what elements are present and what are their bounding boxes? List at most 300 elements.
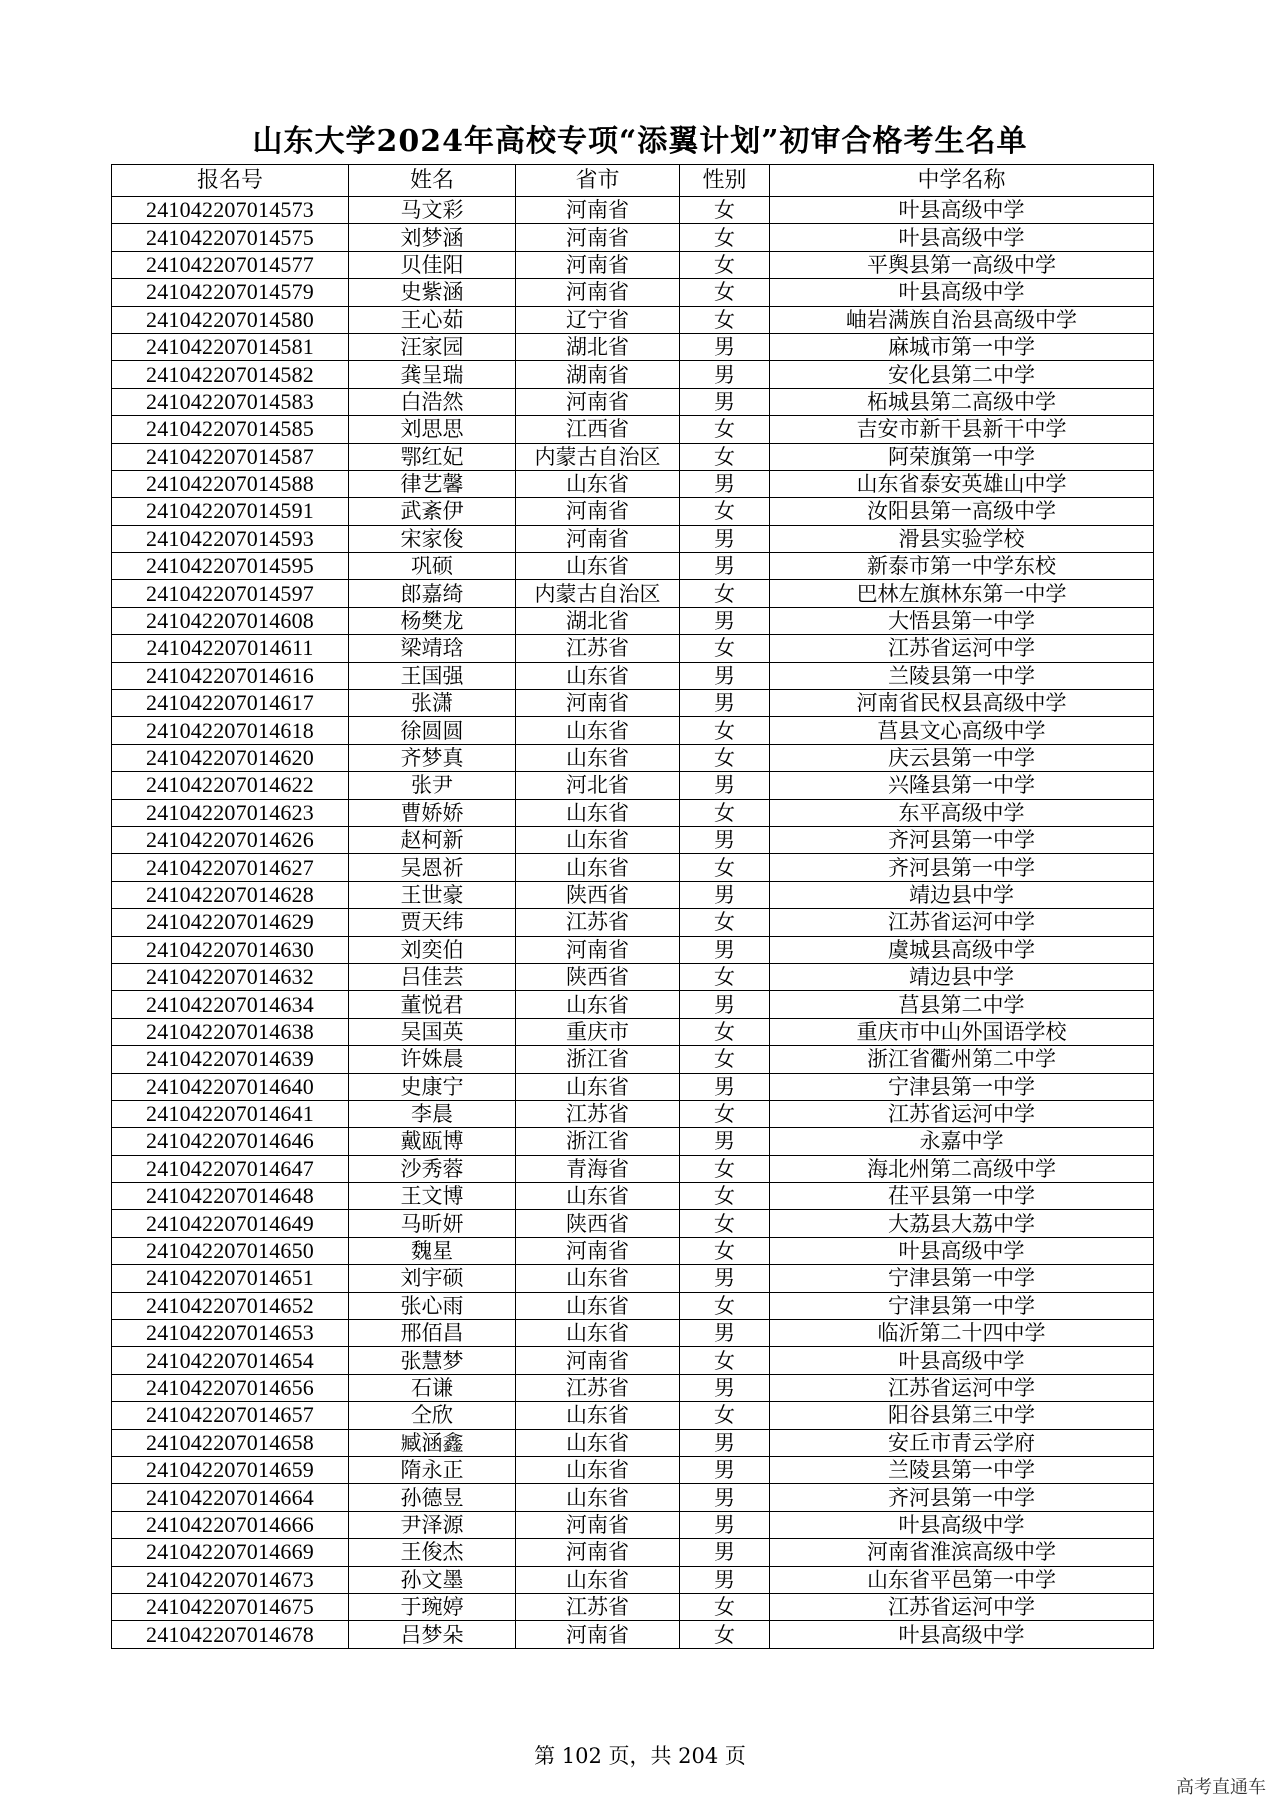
gender-cell: 男	[680, 1265, 770, 1292]
name-cell: 许姝晨	[349, 1046, 516, 1073]
name-cell: 王世豪	[349, 881, 516, 908]
registration-no-cell: 241042207014646	[112, 1128, 349, 1155]
name-cell: 孙文墨	[349, 1566, 516, 1593]
table-row	[112, 553, 1154, 580]
school-cell: 吉安市新干县新干中学	[770, 416, 1154, 443]
table-row	[112, 1511, 1154, 1538]
school-cell: 靖边县中学	[770, 881, 1154, 908]
school-cell: 叶县高级中学	[770, 197, 1154, 224]
registration-no-cell: 241042207014616	[112, 662, 349, 689]
table-row	[112, 1018, 1154, 1045]
province-cell: 河南省	[516, 388, 680, 415]
name-cell: 刘思思	[349, 416, 516, 443]
table-row	[112, 1292, 1154, 1319]
province-cell: 河南省	[516, 251, 680, 278]
school-cell: 莒县第二中学	[770, 991, 1154, 1018]
name-cell: 杨樊龙	[349, 607, 516, 634]
table-row	[112, 1237, 1154, 1264]
province-cell: 山东省	[516, 717, 680, 744]
name-cell: 魏星	[349, 1237, 516, 1264]
school-cell: 齐河县第一中学	[770, 1484, 1154, 1511]
school-cell: 岫岩满族自治县高级中学	[770, 306, 1154, 333]
registration-no-cell: 241042207014608	[112, 607, 349, 634]
table-row	[112, 443, 1154, 470]
province-cell: 湖南省	[516, 361, 680, 388]
gender-cell: 男	[680, 1456, 770, 1483]
registration-no-cell: 241042207014577	[112, 251, 349, 278]
gender-cell: 女	[680, 1183, 770, 1210]
name-cell: 龚呈瑞	[349, 361, 516, 388]
gender-cell: 女	[680, 279, 770, 306]
province-cell: 河南省	[516, 197, 680, 224]
name-cell: 戴瓯博	[349, 1128, 516, 1155]
table-row	[112, 1183, 1154, 1210]
school-cell: 靖边县中学	[770, 963, 1154, 990]
table-row	[112, 416, 1154, 443]
province-cell: 江苏省	[516, 635, 680, 662]
school-cell: 江苏省运河中学	[770, 1593, 1154, 1620]
province-cell: 山东省	[516, 1073, 680, 1100]
province-cell: 江苏省	[516, 1593, 680, 1620]
school-cell: 临沂第二十四中学	[770, 1320, 1154, 1347]
document-title: 山东大学2024年高校专项“添翼计划”初审合格考生名单	[252, 124, 1028, 159]
name-cell: 鄂红妃	[349, 443, 516, 470]
table-header-row	[112, 165, 1154, 197]
gender-cell: 女	[680, 1292, 770, 1319]
registration-no-cell: 241042207014611	[112, 635, 349, 662]
registration-no-cell: 241042207014628	[112, 881, 349, 908]
registration-no-cell: 241042207014583	[112, 388, 349, 415]
gender-cell: 女	[680, 306, 770, 333]
gender-cell: 男	[680, 388, 770, 415]
school-cell: 叶县高级中学	[770, 1347, 1154, 1374]
name-cell: 宋家俊	[349, 525, 516, 552]
gender-cell: 女	[680, 251, 770, 278]
gender-cell: 男	[680, 1128, 770, 1155]
registration-no-cell: 241042207014595	[112, 553, 349, 580]
school-cell: 茌平县第一中学	[770, 1183, 1154, 1210]
province-cell: 江苏省	[516, 909, 680, 936]
school-cell: 柘城县第二高级中学	[770, 388, 1154, 415]
registration-no-cell: 241042207014675	[112, 1593, 349, 1620]
table-row	[112, 963, 1154, 990]
registration-no-cell: 241042207014575	[112, 224, 349, 251]
school-cell: 永嘉中学	[770, 1128, 1154, 1155]
name-cell: 于琬婷	[349, 1593, 516, 1620]
gender-cell: 男	[680, 1073, 770, 1100]
gender-cell: 女	[680, 799, 770, 826]
school-cell: 宁津县第一中学	[770, 1292, 1154, 1319]
gender-cell: 女	[680, 443, 770, 470]
registration-no-cell: 241042207014623	[112, 799, 349, 826]
gender-cell: 女	[680, 854, 770, 881]
registration-no-cell: 241042207014666	[112, 1511, 349, 1538]
table-row	[112, 361, 1154, 388]
gender-cell: 男	[680, 525, 770, 552]
table-row	[112, 1155, 1154, 1182]
header-gender: 性别	[680, 165, 770, 197]
registration-no-cell: 241042207014649	[112, 1210, 349, 1237]
table-row	[112, 826, 1154, 853]
name-cell: 刘梦涵	[349, 224, 516, 251]
registration-no-cell: 241042207014626	[112, 826, 349, 853]
province-cell: 陕西省	[516, 881, 680, 908]
school-cell: 山东省平邑第一中学	[770, 1566, 1154, 1593]
school-cell: 齐河县第一中学	[770, 826, 1154, 853]
school-cell: 江苏省运河中学	[770, 635, 1154, 662]
registration-no-cell: 241042207014597	[112, 580, 349, 607]
province-cell: 河南省	[516, 1237, 680, 1264]
province-cell: 青海省	[516, 1155, 680, 1182]
name-cell: 李晨	[349, 1100, 516, 1127]
name-cell: 沙秀蓉	[349, 1155, 516, 1182]
name-cell: 马文彩	[349, 197, 516, 224]
watermark: 高考直通车	[1176, 1777, 1266, 1798]
registration-no-cell: 241042207014658	[112, 1429, 349, 1456]
school-cell: 齐河县第一中学	[770, 854, 1154, 881]
school-cell: 安化县第二中学	[770, 361, 1154, 388]
table-row	[112, 1402, 1154, 1429]
province-cell: 河南省	[516, 224, 680, 251]
registration-no-cell: 241042207014653	[112, 1320, 349, 1347]
page-footer: 第 102 页，共 204 页	[534, 1744, 746, 1768]
name-cell: 仝欣	[349, 1402, 516, 1429]
school-cell: 阳谷县第三中学	[770, 1402, 1154, 1429]
province-cell: 河南省	[516, 1539, 680, 1566]
table-row	[112, 1210, 1154, 1237]
registration-no-cell: 241042207014587	[112, 443, 349, 470]
registration-no-cell: 241042207014593	[112, 525, 349, 552]
name-cell: 贝佳阳	[349, 251, 516, 278]
gender-cell: 男	[680, 1511, 770, 1538]
table-row	[112, 1073, 1154, 1100]
table-row	[112, 1456, 1154, 1483]
table-row	[112, 1347, 1154, 1374]
province-cell: 湖北省	[516, 607, 680, 634]
gender-cell: 男	[680, 690, 770, 717]
gender-cell: 男	[680, 1429, 770, 1456]
name-cell: 律艺馨	[349, 470, 516, 497]
province-cell: 河南省	[516, 279, 680, 306]
header-school: 中学名称	[770, 165, 1154, 197]
name-cell: 邢佰昌	[349, 1320, 516, 1347]
registration-no-cell: 241042207014639	[112, 1046, 349, 1073]
table-row	[112, 1265, 1154, 1292]
province-cell: 河北省	[516, 772, 680, 799]
table-row	[112, 498, 1154, 525]
gender-cell: 男	[680, 333, 770, 360]
province-cell: 山东省	[516, 470, 680, 497]
registration-no-cell: 241042207014673	[112, 1566, 349, 1593]
gender-cell: 男	[680, 936, 770, 963]
province-cell: 山东省	[516, 1320, 680, 1347]
school-cell: 虞城县高级中学	[770, 936, 1154, 963]
name-cell: 史康宁	[349, 1073, 516, 1100]
table-row	[112, 306, 1154, 333]
registration-no-cell: 241042207014654	[112, 1347, 349, 1374]
registration-no-cell: 241042207014580	[112, 306, 349, 333]
province-cell: 江苏省	[516, 1100, 680, 1127]
gender-cell: 男	[680, 607, 770, 634]
name-cell: 武紊伊	[349, 498, 516, 525]
gender-cell: 男	[680, 772, 770, 799]
province-cell: 河南省	[516, 498, 680, 525]
registration-no-cell: 241042207014630	[112, 936, 349, 963]
table-row	[112, 1046, 1154, 1073]
registration-no-cell: 241042207014657	[112, 1402, 349, 1429]
province-cell: 陕西省	[516, 963, 680, 990]
registration-no-cell: 241042207014585	[112, 416, 349, 443]
province-cell: 河南省	[516, 1511, 680, 1538]
name-cell: 吕梦朵	[349, 1621, 516, 1648]
registration-no-cell: 241042207014622	[112, 772, 349, 799]
registration-no-cell: 241042207014591	[112, 498, 349, 525]
school-cell: 宁津县第一中学	[770, 1265, 1154, 1292]
gender-cell: 男	[680, 662, 770, 689]
gender-cell: 男	[680, 881, 770, 908]
name-cell: 曹娇娇	[349, 799, 516, 826]
gender-cell: 女	[680, 1155, 770, 1182]
table-row	[112, 690, 1154, 717]
province-cell: 山东省	[516, 1429, 680, 1456]
gender-cell: 女	[680, 635, 770, 662]
header-registration-no: 报名号	[112, 165, 349, 197]
province-cell: 山东省	[516, 1456, 680, 1483]
province-cell: 河南省	[516, 1347, 680, 1374]
school-cell: 汝阳县第一高级中学	[770, 498, 1154, 525]
registration-no-cell: 241042207014617	[112, 690, 349, 717]
province-cell: 山东省	[516, 1484, 680, 1511]
gender-cell: 女	[680, 498, 770, 525]
province-cell: 内蒙古自治区	[516, 443, 680, 470]
table-row	[112, 1429, 1154, 1456]
registration-no-cell: 241042207014582	[112, 361, 349, 388]
table-row	[112, 717, 1154, 744]
name-cell: 吴国英	[349, 1018, 516, 1045]
gender-cell: 男	[680, 991, 770, 1018]
school-cell: 江苏省运河中学	[770, 1374, 1154, 1401]
gender-cell: 女	[680, 197, 770, 224]
registration-no-cell: 241042207014652	[112, 1292, 349, 1319]
table-row	[112, 1128, 1154, 1155]
school-cell: 海北州第二高级中学	[770, 1155, 1154, 1182]
registration-no-cell: 241042207014620	[112, 744, 349, 771]
name-cell: 史紫涵	[349, 279, 516, 306]
table-row	[112, 580, 1154, 607]
table-body	[112, 197, 1154, 1649]
gender-cell: 女	[680, 963, 770, 990]
school-cell: 浙江省衢州第二中学	[770, 1046, 1154, 1073]
table-row	[112, 279, 1154, 306]
school-cell: 兴隆县第一中学	[770, 772, 1154, 799]
table-row	[112, 936, 1154, 963]
header-name: 姓名	[349, 165, 516, 197]
name-cell: 刘宇硕	[349, 1265, 516, 1292]
province-cell: 山东省	[516, 744, 680, 771]
registration-no-cell: 241042207014588	[112, 470, 349, 497]
registration-no-cell: 241042207014634	[112, 991, 349, 1018]
province-cell: 山东省	[516, 553, 680, 580]
province-cell: 江苏省	[516, 1374, 680, 1401]
province-cell: 山东省	[516, 1292, 680, 1319]
province-cell: 河南省	[516, 936, 680, 963]
gender-cell: 男	[680, 361, 770, 388]
table-row	[112, 635, 1154, 662]
registration-no-cell: 241042207014573	[112, 197, 349, 224]
table-row	[112, 388, 1154, 415]
school-cell: 叶县高级中学	[770, 1511, 1154, 1538]
school-cell: 重庆市中山外国语学校	[770, 1018, 1154, 1045]
name-cell: 张尹	[349, 772, 516, 799]
gender-cell: 女	[680, 580, 770, 607]
school-cell: 叶县高级中学	[770, 224, 1154, 251]
province-cell: 山东省	[516, 662, 680, 689]
province-cell: 山东省	[516, 1183, 680, 1210]
table-row	[112, 1100, 1154, 1127]
gender-cell: 男	[680, 1374, 770, 1401]
gender-cell: 男	[680, 1566, 770, 1593]
school-cell: 新泰市第一中学东校	[770, 553, 1154, 580]
registration-no-cell: 241042207014640	[112, 1073, 349, 1100]
name-cell: 梁靖琀	[349, 635, 516, 662]
table-row	[112, 470, 1154, 497]
table-row	[112, 799, 1154, 826]
table-row	[112, 909, 1154, 936]
province-cell: 河南省	[516, 1621, 680, 1648]
school-cell: 河南省淮滨高级中学	[770, 1539, 1154, 1566]
registration-no-cell: 241042207014638	[112, 1018, 349, 1045]
name-cell: 郎嘉绮	[349, 580, 516, 607]
school-cell: 宁津县第一中学	[770, 1073, 1154, 1100]
gender-cell: 女	[680, 909, 770, 936]
registration-no-cell: 241042207014678	[112, 1621, 349, 1648]
gender-cell: 女	[680, 1018, 770, 1045]
registration-no-cell: 241042207014659	[112, 1456, 349, 1483]
school-cell: 大荔县大荔中学	[770, 1210, 1154, 1237]
registration-no-cell: 241042207014629	[112, 909, 349, 936]
school-cell: 叶县高级中学	[770, 1621, 1154, 1648]
candidate-table	[111, 164, 1154, 1649]
table-row	[112, 744, 1154, 771]
gender-cell: 男	[680, 553, 770, 580]
table-row	[112, 772, 1154, 799]
name-cell: 王文博	[349, 1183, 516, 1210]
name-cell: 石谦	[349, 1374, 516, 1401]
school-cell: 河南省民权县高级中学	[770, 690, 1154, 717]
registration-no-cell: 241042207014647	[112, 1155, 349, 1182]
province-cell: 浙江省	[516, 1128, 680, 1155]
registration-no-cell: 241042207014651	[112, 1265, 349, 1292]
school-cell: 阿荣旗第一中学	[770, 443, 1154, 470]
table-row	[112, 1374, 1154, 1401]
school-cell: 江苏省运河中学	[770, 1100, 1154, 1127]
table-row	[112, 607, 1154, 634]
school-cell: 兰陵县第一中学	[770, 662, 1154, 689]
gender-cell: 女	[680, 1347, 770, 1374]
gender-cell: 女	[680, 1593, 770, 1620]
table-row	[112, 197, 1154, 224]
name-cell: 刘奕伯	[349, 936, 516, 963]
school-cell: 平舆县第一高级中学	[770, 251, 1154, 278]
registration-no-cell: 241042207014627	[112, 854, 349, 881]
name-cell: 汪家园	[349, 333, 516, 360]
name-cell: 马昕妍	[349, 1210, 516, 1237]
name-cell: 张慧梦	[349, 1347, 516, 1374]
gender-cell: 女	[680, 717, 770, 744]
gender-cell: 男	[680, 470, 770, 497]
gender-cell: 男	[680, 1320, 770, 1347]
gender-cell: 女	[680, 1402, 770, 1429]
name-cell: 张心雨	[349, 1292, 516, 1319]
table-row	[112, 881, 1154, 908]
name-cell: 孙德昱	[349, 1484, 516, 1511]
table-row	[112, 525, 1154, 552]
name-cell: 贾天纬	[349, 909, 516, 936]
table-row	[112, 333, 1154, 360]
province-cell: 山东省	[516, 1566, 680, 1593]
school-cell: 山东省泰安英雄山中学	[770, 470, 1154, 497]
province-cell: 浙江省	[516, 1046, 680, 1073]
province-cell: 山东省	[516, 799, 680, 826]
table-row	[112, 1320, 1154, 1347]
header-province: 省市	[516, 165, 680, 197]
province-cell: 山东省	[516, 826, 680, 853]
name-cell: 王国强	[349, 662, 516, 689]
gender-cell: 女	[680, 1100, 770, 1127]
name-cell: 臧涵鑫	[349, 1429, 516, 1456]
name-cell: 尹泽源	[349, 1511, 516, 1538]
gender-cell: 女	[680, 1237, 770, 1264]
gender-cell: 女	[680, 1621, 770, 1648]
table-row	[112, 1539, 1154, 1566]
province-cell: 河南省	[516, 525, 680, 552]
school-cell: 安丘市青云学府	[770, 1429, 1154, 1456]
school-cell: 巴林左旗林东第一中学	[770, 580, 1154, 607]
name-cell: 赵柯新	[349, 826, 516, 853]
registration-no-cell: 241042207014650	[112, 1237, 349, 1264]
table-row	[112, 662, 1154, 689]
province-cell: 山东省	[516, 854, 680, 881]
name-cell: 王俊杰	[349, 1539, 516, 1566]
registration-no-cell: 241042207014581	[112, 333, 349, 360]
registration-no-cell: 241042207014664	[112, 1484, 349, 1511]
school-cell: 叶县高级中学	[770, 279, 1154, 306]
table-row	[112, 854, 1154, 881]
gender-cell: 女	[680, 744, 770, 771]
name-cell: 齐梦真	[349, 744, 516, 771]
name-cell: 张潇	[349, 690, 516, 717]
school-cell: 大悟县第一中学	[770, 607, 1154, 634]
province-cell: 辽宁省	[516, 306, 680, 333]
province-cell: 重庆市	[516, 1018, 680, 1045]
province-cell: 内蒙古自治区	[516, 580, 680, 607]
registration-no-cell: 241042207014656	[112, 1374, 349, 1401]
school-cell: 东平高级中学	[770, 799, 1154, 826]
gender-cell: 男	[680, 1484, 770, 1511]
province-cell: 江西省	[516, 416, 680, 443]
province-cell: 河南省	[516, 690, 680, 717]
table-row	[112, 1566, 1154, 1593]
school-cell: 莒县文心高级中学	[770, 717, 1154, 744]
name-cell: 董悦君	[349, 991, 516, 1018]
gender-cell: 男	[680, 1539, 770, 1566]
table-row	[112, 251, 1154, 278]
gender-cell: 男	[680, 826, 770, 853]
registration-no-cell: 241042207014669	[112, 1539, 349, 1566]
name-cell: 白浩然	[349, 388, 516, 415]
name-cell: 王心茹	[349, 306, 516, 333]
table-row	[112, 1484, 1154, 1511]
